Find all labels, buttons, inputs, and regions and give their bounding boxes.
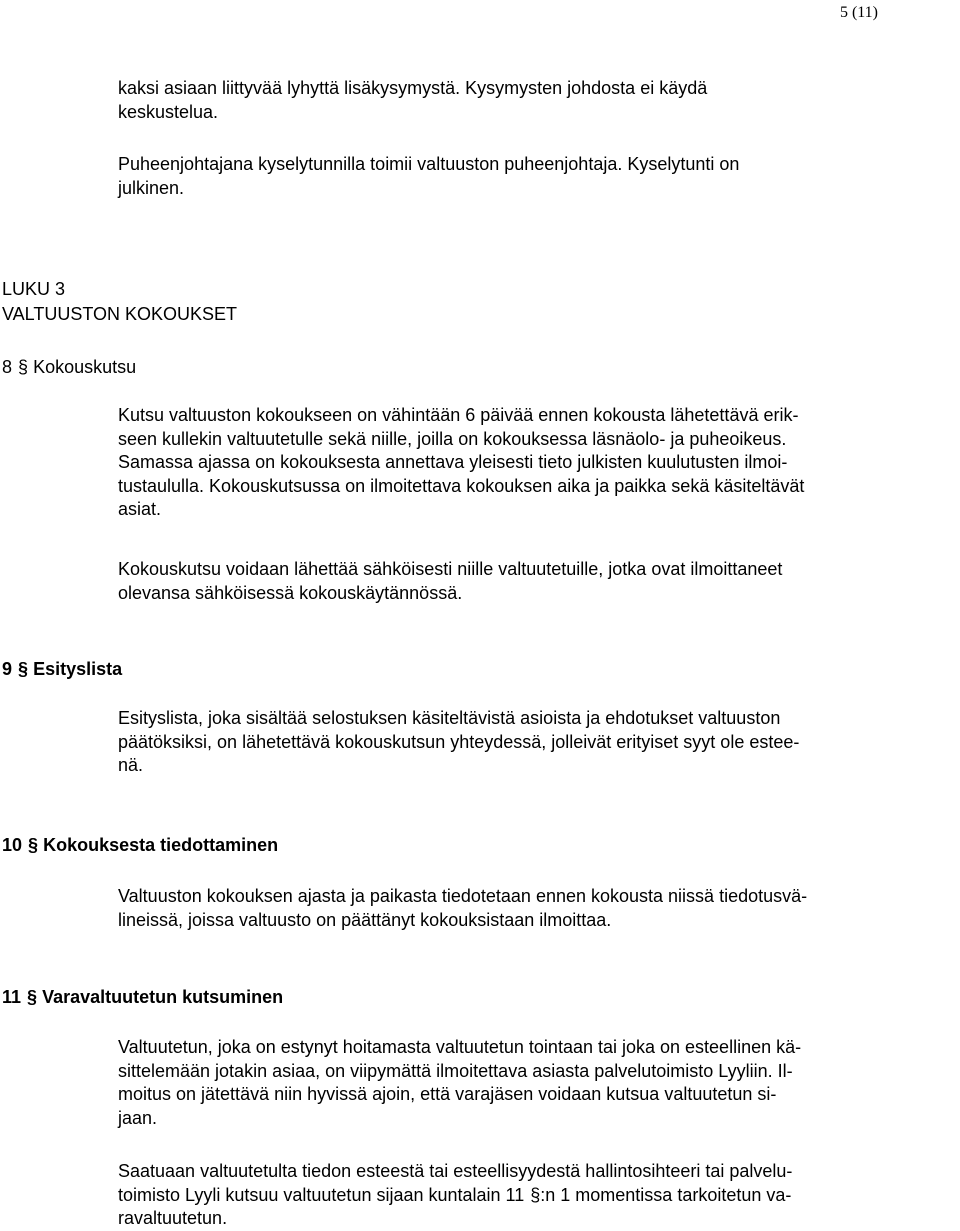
section-symbol: § bbox=[18, 357, 29, 377]
text-fragment: toimisto Lyyli kutsuu valtuutetun sijaan kuntalain 11 bbox=[118, 1184, 525, 1205]
text-line: kaksi asiaan liittyvää lyhyttä lisäkysymystä. Kysymysten johdosta ei käydä bbox=[118, 78, 708, 98]
section-number: 11 bbox=[2, 987, 22, 1007]
text-line: Kokouskutsu voidaan lähettää sähköisesti niille valtuutetuille, jotka ovat ilmoittaneet bbox=[118, 559, 783, 579]
intro-paragraph-1 bbox=[118, 77, 953, 124]
text-line: olevansa sähköisessä kokouskäytännössä. bbox=[118, 582, 463, 603]
section-symbol: § bbox=[28, 835, 39, 855]
section-symbol: § bbox=[27, 987, 38, 1007]
section-symbol: § bbox=[530, 1184, 541, 1205]
section-title: Esityslista bbox=[33, 659, 123, 679]
text-line: Valtuutetun, joka on estynyt hoitamasta valtuutetun tointaan tai joka on esteellinen kä- bbox=[118, 1037, 802, 1057]
section-9-paragraph-1 bbox=[118, 707, 953, 778]
section-11-heading bbox=[2, 986, 283, 1010]
text-line: päätöksiksi, on lähetettävä kokouskutsun yhteydessä, jolleivät erityiset syyt ole estee- bbox=[118, 731, 800, 752]
text-line: lineissä, joissa valtuusto on päättänyt kokouksistaan ilmoittaa. bbox=[118, 909, 612, 930]
text-line: ravaltuutetun. bbox=[118, 1208, 228, 1228]
section-9-heading bbox=[2, 658, 122, 682]
chapter-title: VALTUUSTON KOKOUKSET bbox=[2, 304, 238, 324]
text-line: moitus on jätettävä niin hyvissä ajoin, että varajäsen voidaan kutsua valtuutetun si- bbox=[118, 1084, 777, 1104]
section-8-paragraph-1 bbox=[118, 404, 953, 522]
text-line: keskustelua. bbox=[118, 101, 219, 122]
text-line: nä. bbox=[118, 755, 144, 775]
chapter-number: LUKU 3 bbox=[2, 279, 66, 299]
page-number: 5 (11) bbox=[839, 4, 878, 21]
section-10-paragraph-1 bbox=[118, 885, 953, 932]
section-number: 10 bbox=[2, 835, 23, 855]
text-line: Valtuuston kokouksen ajasta ja paikasta tiedotetaan ennen kokousta niissä tiedotusvä- bbox=[118, 886, 808, 906]
section-symbol: § bbox=[18, 659, 29, 679]
section-number: 9 bbox=[2, 659, 13, 679]
section-11-paragraph-2 bbox=[118, 1160, 953, 1231]
text-line: Puheenjohtajana kyselytunnilla toimii valtuuston puheenjohtaja. Kyselytunti on bbox=[118, 154, 740, 174]
section-11-paragraph-1 bbox=[118, 1036, 953, 1130]
text-line: seen kullekin valtuutetulle sekä niille, joilla on kokouksessa läsnäolo- ja puheoikeus. bbox=[118, 428, 787, 449]
text-fragment: :n 1 momentissa tarkoitetun va- bbox=[540, 1184, 792, 1205]
text-line: sittelemään jotakin asiaa, on viipymättä ilmoitettava asiasta palvelutoimisto Lyyliin. Il- bbox=[118, 1060, 793, 1081]
section-8-heading bbox=[2, 356, 136, 380]
text-line: Saatuaan valtuutetulta tiedon esteestä tai esteellisyydestä hallintosihteeri tai palvelu- bbox=[118, 1161, 793, 1181]
section-title: Varavaltuutetun kutsuminen bbox=[42, 987, 284, 1007]
section-title: Kokouksesta tiedottaminen bbox=[43, 835, 279, 855]
text-line: julkinen. bbox=[118, 177, 185, 198]
text-line: jaan. bbox=[118, 1107, 158, 1128]
text-line: tustaululla. Kokouskutsussa on ilmoitettava kokouksen aika ja paikka sekä käsiteltävät bbox=[118, 475, 805, 496]
section-10-heading bbox=[2, 834, 278, 858]
text-line: Esityslista, joka sisältää selostuksen käsiteltävistä asioista ja ehdotukset valtuuston bbox=[118, 708, 781, 728]
text-line: Kutsu valtuuston kokoukseen on vähintään 6 päivää ennen kokousta lähetettävä erik- bbox=[118, 405, 799, 425]
section-title: Kokouskutsu bbox=[33, 357, 137, 377]
text-line: Samassa ajassa on kokouksesta annettava yleisesti tieto julkisten kuulutusten ilmoi- bbox=[118, 452, 788, 472]
text-line bbox=[118, 1184, 953, 1208]
text-line: asiat. bbox=[118, 499, 162, 519]
section-number: 8 bbox=[2, 357, 13, 377]
intro-paragraph-2 bbox=[118, 153, 953, 200]
section-8-paragraph-2 bbox=[118, 558, 953, 605]
